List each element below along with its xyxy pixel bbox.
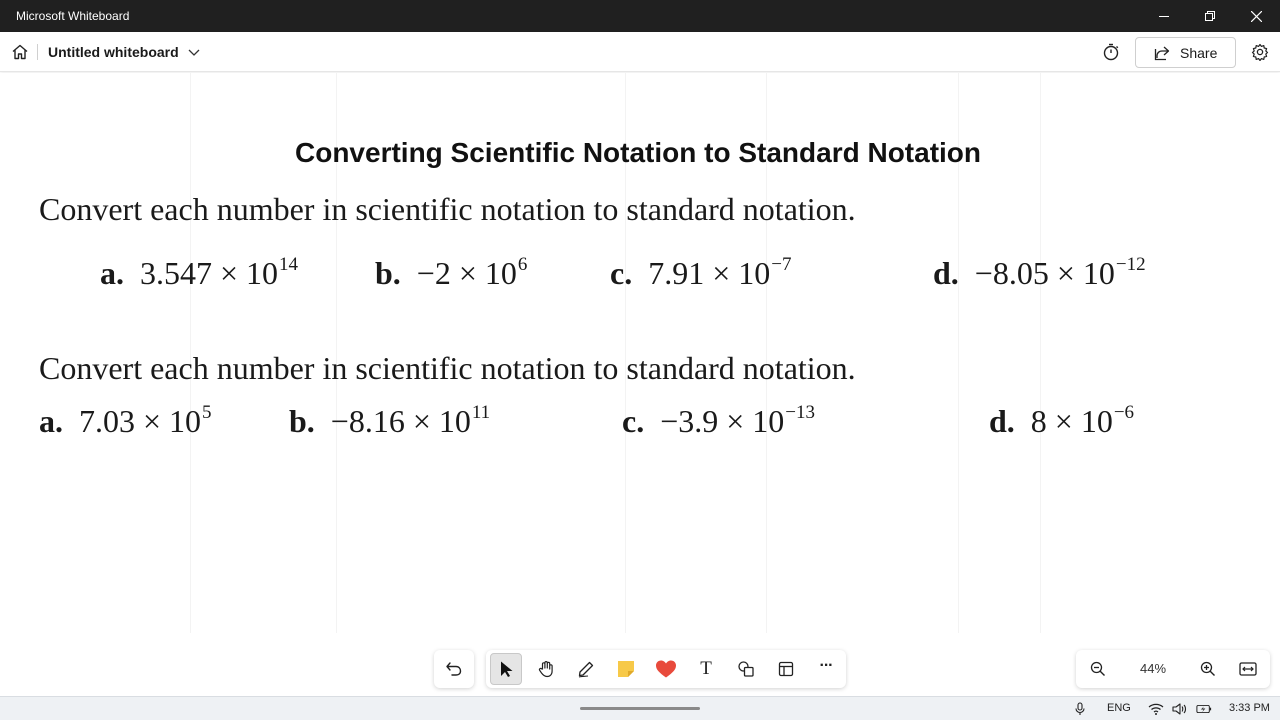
- battery-charging-icon: [1196, 703, 1212, 715]
- settings-button[interactable]: [1249, 41, 1271, 63]
- zoom-out-icon: [1090, 661, 1106, 677]
- volume-icon: [1172, 702, 1188, 716]
- undo-icon: [445, 660, 463, 678]
- window-title-bar: [0, 0, 1280, 32]
- share-label: Share: [1180, 44, 1218, 61]
- tool-palette: [486, 650, 846, 688]
- problem-item: b. $-2 \times 10^6$: [375, 254, 528, 291]
- sticky-note-tool[interactable]: [610, 653, 642, 685]
- text-icon: T: [700, 658, 712, 679]
- shapes-icon: [737, 660, 755, 678]
- minimize-button[interactable]: [1141, 0, 1187, 32]
- reaction-tool[interactable]: [650, 653, 682, 685]
- page-title: Converting Scientific Notation to Standard Notation: [295, 137, 981, 168]
- close-icon: [1251, 11, 1262, 22]
- problem-item: b. $-8.16 \times 10^{11}$: [289, 402, 491, 439]
- more-icon: ···: [819, 657, 833, 674]
- problem-item: c. $-3.9 \times 10^{-13}$: [622, 402, 816, 439]
- zoom-level: 44%: [1139, 661, 1167, 676]
- zoom-in-button[interactable]: [1196, 657, 1220, 681]
- battery-status[interactable]: [1196, 701, 1212, 717]
- close-button[interactable]: [1233, 0, 1279, 32]
- instruction-text: Convert each number in scientific notation to standard notation.: [39, 350, 856, 386]
- chevron-down-icon[interactable]: [187, 45, 201, 59]
- input-language[interactable]: ENG: [1107, 702, 1131, 714]
- board-title[interactable]: Untitled whiteboard: [48, 44, 179, 60]
- zoom-controls: [1076, 650, 1270, 688]
- app-title: Microsoft Whiteboard: [16, 9, 130, 23]
- undo-button[interactable]: [434, 650, 474, 688]
- minimize-icon: [1159, 11, 1169, 21]
- problem-item: a. $7.03 \times 10^5$: [39, 402, 212, 439]
- volume-status[interactable]: [1172, 701, 1188, 717]
- hand-pan-icon: [537, 660, 555, 678]
- fit-to-screen-button[interactable]: [1236, 657, 1260, 681]
- share-icon: [1154, 45, 1170, 61]
- bottom-toolbar: [434, 650, 846, 688]
- zoom-in-icon: [1200, 661, 1216, 677]
- zoom-out-button[interactable]: [1086, 657, 1110, 681]
- timer-icon: [1102, 43, 1120, 61]
- home-button[interactable]: [8, 40, 32, 64]
- pen-icon: [577, 660, 595, 678]
- gear-icon: [1251, 43, 1269, 61]
- pen-tool[interactable]: [570, 653, 602, 685]
- problem-item: d. $-8.05 \times 10^{-12}$: [933, 254, 1146, 291]
- header-divider: [37, 44, 38, 60]
- clock-time[interactable]: 3:33 PM: [1229, 702, 1270, 714]
- pan-tool[interactable]: [530, 653, 562, 685]
- timer-button[interactable]: [1100, 41, 1122, 63]
- restore-icon: [1205, 11, 1215, 21]
- restore-button[interactable]: [1187, 0, 1233, 32]
- microphone-icon: [1074, 702, 1086, 716]
- select-tool[interactable]: [490, 653, 522, 685]
- taskbar-handle[interactable]: [580, 707, 700, 710]
- home-icon: [11, 43, 29, 61]
- sticky-note-icon: [616, 659, 636, 679]
- problem-item: c. $7.91 \times 10^{-7}$: [610, 254, 792, 291]
- taskbar: [0, 696, 1280, 720]
- fit-to-screen-icon: [1239, 661, 1257, 677]
- problem-item: d. $8 \times 10^{-6}$: [989, 402, 1135, 439]
- whiteboard-canvas[interactable]: [0, 73, 1280, 696]
- text-tool[interactable]: [690, 653, 722, 685]
- templates-tool[interactable]: [770, 653, 802, 685]
- share-button[interactable]: [1135, 37, 1236, 68]
- heart-reaction-icon: [655, 659, 677, 679]
- wifi-status[interactable]: [1148, 701, 1164, 717]
- more-tools-button[interactable]: [810, 653, 842, 685]
- templates-icon: [777, 660, 795, 678]
- instruction-text: Convert each number in scientific notation to standard notation.: [39, 191, 856, 227]
- select-arrow-icon: [498, 660, 514, 678]
- wifi-icon: [1148, 702, 1164, 716]
- problem-item: a. $3.547 \times 10^{14}$: [100, 254, 299, 291]
- microphone-button[interactable]: [1072, 701, 1088, 717]
- app-header: [0, 32, 1280, 72]
- shapes-tool[interactable]: [730, 653, 762, 685]
